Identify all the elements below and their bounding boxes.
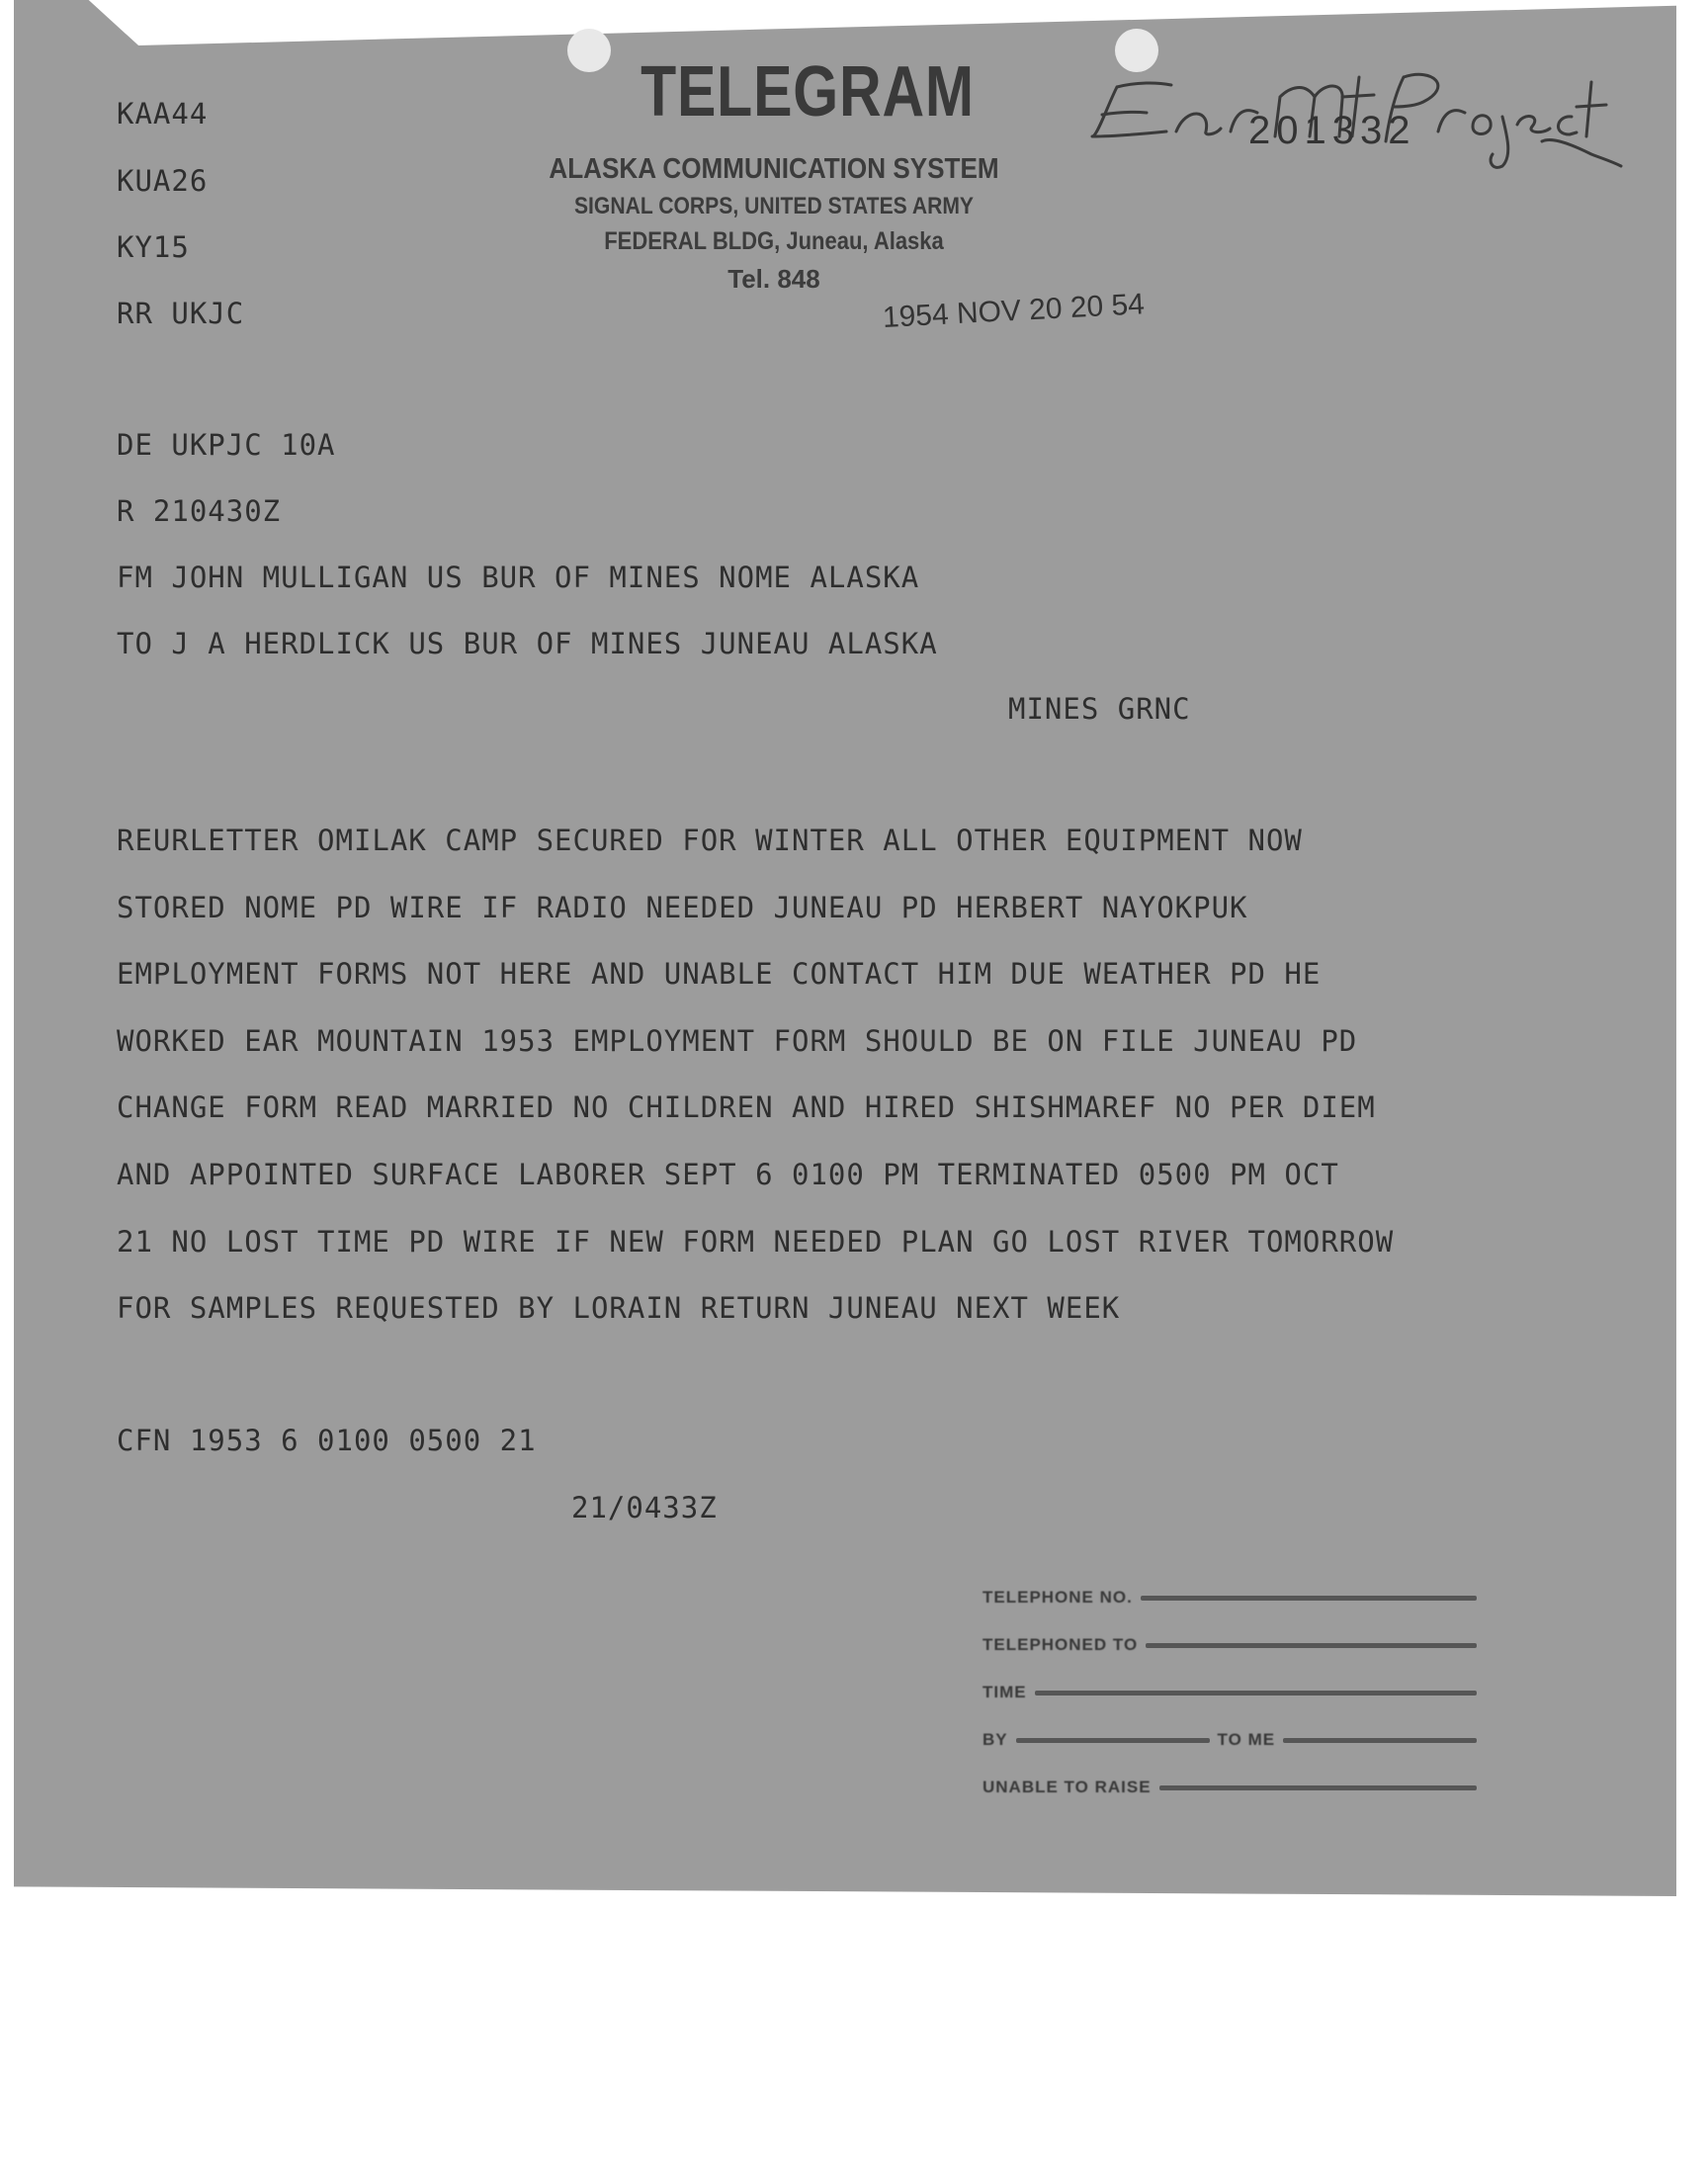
to-me-rule — [1283, 1738, 1477, 1743]
telephone-no-label: TELEPHONE NO. — [982, 1588, 1133, 1607]
to-me-label: TO ME — [1217, 1730, 1276, 1749]
telephone-no-row — [982, 1574, 1477, 1621]
body-line: 21 NO LOST TIME PD WIRE IF NEW FORM NEEDED PLAN GO LOST RIVER TOMORROW — [117, 1225, 1395, 1259]
stamp-tel: Tel. 848 — [727, 264, 820, 294]
telephoned-to-label: TELEPHONED TO — [982, 1635, 1139, 1654]
footer-time: 21/0433Z — [571, 1491, 718, 1524]
by-label: BY — [982, 1730, 1008, 1749]
routing-line-1: KAA44 — [117, 97, 209, 130]
time-label: TIME — [982, 1683, 1027, 1701]
body-line: AND APPOINTED SURFACE LABORER SEPT 6 0100 PM TERMINATED 0500 PM OCT — [117, 1158, 1339, 1191]
date-stamp: 1954 NOV 20 20 54 — [882, 288, 1146, 334]
message-de: DE UKPJC 10A — [117, 428, 336, 462]
telephone-box — [982, 1574, 1477, 1811]
body-line: CHANGE FORM READ MARRIED NO CHILDREN AND HIRED SHISHMAREF NO PER DIEM — [117, 1090, 1376, 1124]
body-line: STORED NOME PD WIRE IF RADIO NEEDED JUNEAU PD HERBERT NAYOKPUK — [117, 891, 1248, 924]
stamp-address: FEDERAL BLDG, Juneau, Alaska — [604, 227, 944, 255]
footer-cfn: CFN 1953 6 0100 0500 21 — [117, 1424, 537, 1457]
body-line: WORKED EAR MOUNTAIN 1953 EMPLOYMENT FORM SHOULD BE ON FILE JUNEAU PD — [117, 1024, 1358, 1058]
routing-line-3: KY15 — [117, 230, 190, 264]
unable-to-raise-label: UNABLE TO RAISE — [982, 1778, 1152, 1796]
handwritten-annotation — [1077, 38, 1631, 176]
routing-line-2: KUA26 — [117, 164, 209, 198]
by-rule — [1016, 1738, 1210, 1743]
body-line: REURLETTER OMILAK CAMP SECURED FOR WINTER ALL OTHER EQUIPMENT NOW — [117, 824, 1303, 857]
punch-hole-left — [567, 29, 611, 72]
telephoned-to-row — [982, 1621, 1477, 1669]
by-row — [982, 1716, 1477, 1764]
message-from: FM JOHN MULLIGAN US BUR OF MINES NOME ALASKA — [117, 561, 920, 594]
body-line: EMPLOYMENT FORMS NOT HERE AND UNABLE CONTACT HIM DUE WEATHER PD HE — [117, 957, 1322, 991]
unable-to-raise-rule — [1159, 1785, 1477, 1790]
routing-line-4: RR UKJC — [117, 297, 245, 330]
message-routing-note: MINES GRNC — [1008, 692, 1191, 726]
message-r: R 210430Z — [117, 494, 282, 528]
telephoned-to-rule — [1146, 1643, 1477, 1648]
time-row — [982, 1669, 1477, 1716]
body-line: FOR SAMPLES REQUESTED BY LORAIN RETURN JUNEAU NEXT WEEK — [117, 1291, 1121, 1325]
stamp-org: ALASKA COMMUNICATION SYSTEM — [549, 153, 999, 185]
telephone-no-rule — [1141, 1596, 1477, 1601]
message-to: TO J A HERDLICK US BUR OF MINES JUNEAU ALASKA — [117, 627, 938, 660]
serial-number: 201332 — [1248, 109, 1416, 152]
telegram-title: TELEGRAM — [640, 52, 975, 131]
unable-to-raise-row — [982, 1764, 1477, 1811]
time-rule — [1035, 1691, 1477, 1696]
stamp-dept: SIGNAL CORPS, UNITED STATES ARMY — [573, 193, 975, 219]
